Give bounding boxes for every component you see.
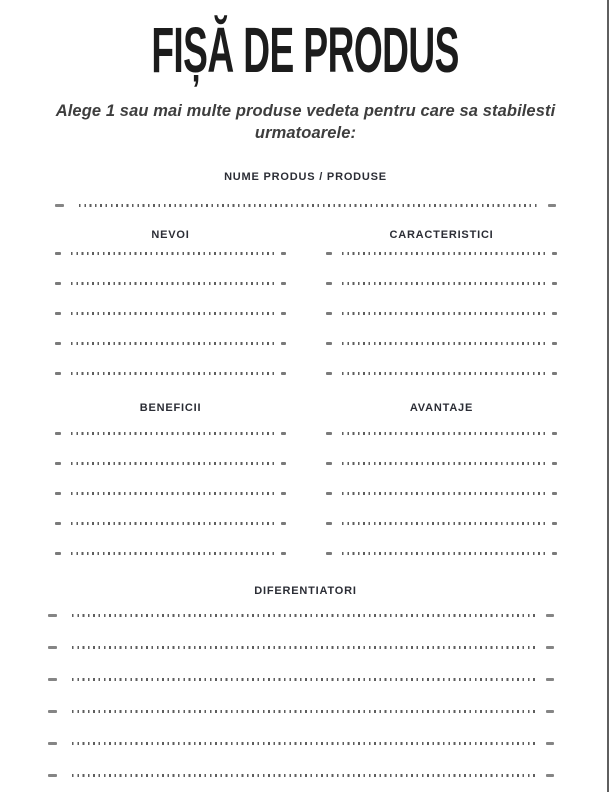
dot-leader (71, 432, 275, 434)
dash-mark (552, 282, 557, 285)
diferentiatori-lines (48, 614, 554, 792)
dash-mark (552, 462, 557, 465)
dash-mark (55, 252, 61, 255)
dot-leader (71, 552, 275, 554)
dash-mark (48, 614, 57, 617)
dash-mark (55, 492, 61, 495)
dotted-writing-line (55, 432, 286, 435)
dash-mark (326, 552, 332, 555)
section-heading-beneficii: BENEFICII (139, 402, 202, 414)
page-edge-line (607, 0, 609, 792)
dash-mark (281, 462, 286, 465)
dotted-writing-line (326, 372, 557, 375)
section-heading-nevoi: NEVOI (151, 229, 190, 241)
dot-leader (72, 646, 536, 648)
dash-mark (552, 552, 557, 555)
section-heading-caracteristici: CARACTERISTICI (389, 229, 494, 241)
dash-mark (546, 742, 554, 745)
dash-mark (552, 342, 557, 345)
avantaje-lines (326, 432, 557, 582)
dot-leader (342, 312, 546, 314)
dash-mark (281, 282, 286, 285)
dash-mark (55, 312, 61, 315)
dot-leader (342, 432, 546, 434)
dot-leader (342, 372, 546, 374)
dotted-writing-line (326, 462, 557, 465)
dash-mark (281, 312, 286, 315)
page-title (0, 14, 611, 86)
dot-leader (71, 342, 275, 344)
caracteristici-lines (326, 252, 557, 402)
section-heading-product-name: NUME PRODUS / PRODUSE (224, 171, 387, 183)
dash-mark (552, 312, 557, 315)
dash-mark (48, 678, 57, 681)
dotted-writing-line (55, 552, 286, 555)
dot-leader (342, 462, 546, 464)
dash-mark (55, 432, 61, 435)
dotted-writing-line (326, 492, 557, 495)
dot-leader (71, 372, 275, 374)
dash-mark (48, 710, 57, 713)
dash-mark (546, 614, 554, 617)
dash-mark (552, 522, 557, 525)
dash-mark (55, 204, 64, 207)
dot-leader (72, 678, 536, 680)
dot-leader (71, 282, 275, 284)
dot-leader (342, 522, 546, 524)
dash-mark (546, 774, 554, 777)
dotted-writing-line (48, 614, 554, 617)
dash-mark (55, 552, 61, 555)
dot-leader (342, 492, 546, 494)
dash-mark (281, 492, 286, 495)
nevoi-lines (55, 252, 286, 402)
section-heading-diferentiatori: DIFERENTIATORI (254, 585, 357, 597)
dash-mark (326, 522, 332, 525)
dash-mark (548, 204, 556, 207)
dotted-writing-line (326, 342, 557, 345)
dotted-writing-line (55, 342, 286, 345)
dash-mark (55, 342, 61, 345)
dotted-writing-line (326, 432, 557, 435)
dot-leader (342, 552, 546, 554)
dash-mark (281, 252, 286, 255)
dotted-writing-line (55, 372, 286, 375)
dash-mark (281, 372, 286, 375)
dotted-writing-line (55, 522, 286, 525)
page-title-text: FIȘĂ DE PRODUS (151, 14, 460, 86)
dash-mark (326, 492, 332, 495)
dot-leader (71, 522, 275, 524)
dash-mark (281, 552, 286, 555)
dotted-writing-line (55, 204, 556, 207)
dotted-writing-line (326, 282, 557, 285)
dash-mark (48, 774, 57, 777)
dotted-writing-line (55, 252, 286, 255)
dash-mark (48, 646, 57, 649)
dot-leader (72, 614, 536, 616)
dash-mark (326, 342, 332, 345)
dash-mark (552, 432, 557, 435)
dash-mark (55, 282, 61, 285)
dash-mark (326, 312, 332, 315)
dash-mark (281, 432, 286, 435)
dotted-writing-line (48, 742, 554, 745)
dash-mark (326, 462, 332, 465)
dot-leader (72, 710, 536, 712)
dash-mark (55, 462, 61, 465)
dotted-writing-line (48, 710, 554, 713)
dotted-writing-line (55, 282, 286, 285)
dot-leader (342, 282, 546, 284)
dot-leader (72, 742, 536, 744)
dotted-writing-line (326, 552, 557, 555)
dotted-writing-line (326, 252, 557, 255)
dotted-writing-line (48, 646, 554, 649)
dot-leader (71, 312, 275, 314)
dot-leader (79, 204, 538, 206)
dot-leader (71, 462, 275, 464)
dotted-writing-line (55, 462, 286, 465)
dash-mark (326, 282, 332, 285)
dotted-writing-line (48, 774, 554, 777)
dotted-writing-line (55, 492, 286, 495)
dotted-writing-line (48, 678, 554, 681)
dot-leader (342, 252, 546, 254)
section-heading-avantaje: AVANTAJE (409, 402, 474, 414)
dash-mark (546, 646, 554, 649)
dash-mark (55, 372, 61, 375)
dash-mark (326, 372, 332, 375)
dot-leader (71, 492, 275, 494)
dash-mark (281, 522, 286, 525)
beneficii-lines (55, 432, 286, 582)
dot-leader (71, 252, 275, 254)
dash-mark (55, 522, 61, 525)
dash-mark (552, 252, 557, 255)
page-subtitle: Alege 1 sau mai multe produse vedeta pentru care sa stabilesti urmatoarele: (55, 102, 556, 143)
dash-mark (281, 342, 286, 345)
dash-mark (552, 492, 557, 495)
dash-mark (546, 678, 554, 681)
dash-mark (326, 432, 332, 435)
dotted-writing-line (326, 522, 557, 525)
dot-leader (72, 774, 536, 776)
dash-mark (48, 742, 57, 745)
dot-leader (342, 342, 546, 344)
dotted-writing-line (55, 312, 286, 315)
dash-mark (546, 710, 554, 713)
dash-mark (326, 252, 332, 255)
dotted-writing-line (326, 312, 557, 315)
dash-mark (552, 372, 557, 375)
